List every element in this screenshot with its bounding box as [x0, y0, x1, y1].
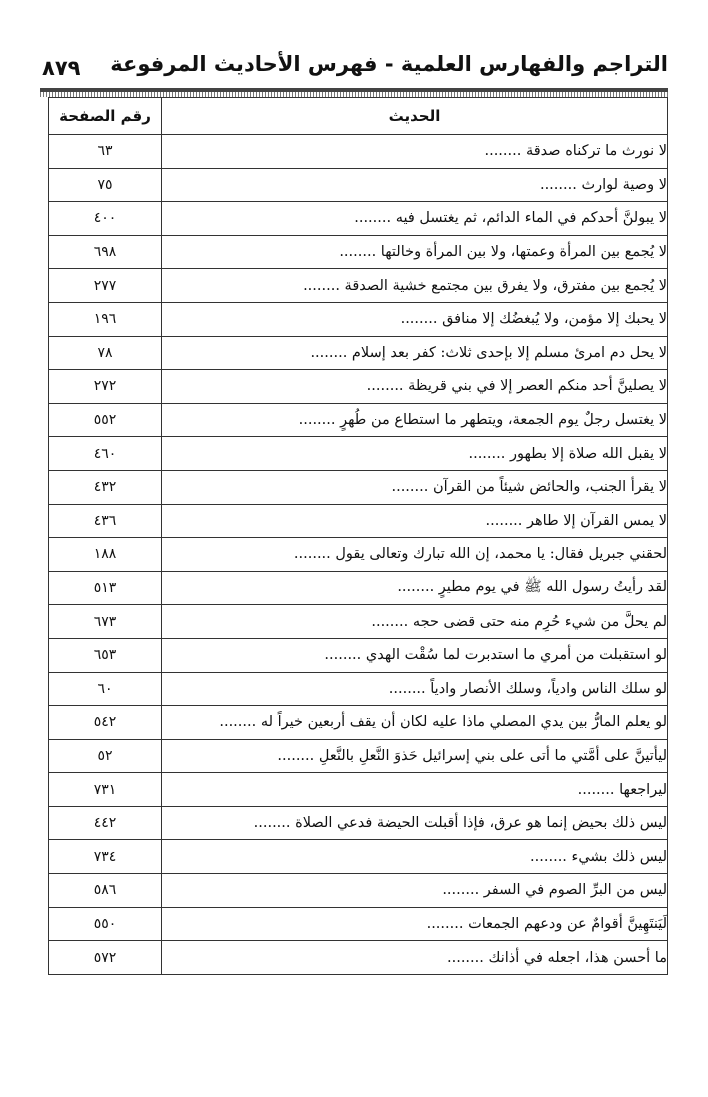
page-number: ٨٧٩ — [42, 56, 81, 80]
page-reference: ٦٠ — [49, 672, 162, 706]
page-reference: ١٩٦ — [49, 302, 162, 336]
table-row — [49, 806, 668, 840]
table-row — [49, 638, 668, 672]
table-row — [49, 470, 668, 504]
table-row — [49, 773, 668, 807]
hadith-text: ليس ذلك بشيء ........ — [162, 840, 668, 874]
table-row — [49, 437, 668, 471]
page-reference: ٧٨ — [49, 336, 162, 370]
hadith-text: لو يعلم المارُّ بين يدي المصلي ماذا عليه لكان أن يقف أربعين خيراً له ........ — [162, 706, 668, 740]
page-reference: ١٨٨ — [49, 538, 162, 572]
page-header — [40, 50, 668, 90]
page-reference: ٦٣ — [49, 135, 162, 169]
hadith-text: ما أحسن هذا، اجعله في أذانك ........ — [162, 941, 668, 975]
table-row — [49, 235, 668, 269]
page-reference: ٤٣٢ — [49, 470, 162, 504]
table-row — [49, 504, 668, 538]
page-reference: ٥٥٢ — [49, 403, 162, 437]
table-row — [49, 907, 668, 941]
table-row — [49, 403, 668, 437]
hadith-text: لم يحلَّ من شيء حُرِم منه حتى قضى حجه ........ — [162, 605, 668, 639]
hadith-text: ليراجعها ........ — [162, 773, 668, 807]
table-row — [49, 202, 668, 236]
page-reference: ٥٧٢ — [49, 941, 162, 975]
hadith-text: لو سلك الناس وادياً، وسلك الأنصار وادياً ........ — [162, 672, 668, 706]
hadith-text: لا يقرأ الجنب، والحائض شيئاً من القرآن ........ — [162, 470, 668, 504]
page-reference: ٥١٣ — [49, 571, 162, 605]
page-reference: ٤٣٦ — [49, 504, 162, 538]
table-row — [49, 672, 668, 706]
table-row — [49, 840, 668, 874]
page-reference: ٤٠٠ — [49, 202, 162, 236]
page-reference: ٢٧٧ — [49, 269, 162, 303]
table-row — [49, 874, 668, 908]
table-row — [49, 370, 668, 404]
table-row — [49, 605, 668, 639]
column-header-hadith: الحديث — [162, 98, 668, 135]
page-reference: ٧٥ — [49, 168, 162, 202]
table-row — [49, 269, 668, 303]
page-reference: ٤٦٠ — [49, 437, 162, 471]
page-reference: ٧٣١ — [49, 773, 162, 807]
page-reference: ٦٥٣ — [49, 638, 162, 672]
hadith-text: لا يحبك إلا مؤمن، ولا يُبغضُك إلا منافق ........ — [162, 302, 668, 336]
page-reference: ٥٤٢ — [49, 706, 162, 740]
hadith-text: لا يُجمع بين مفترق، ولا يفرق بين مجتمع خشية الصدقة ........ — [162, 269, 668, 303]
page-reference: ٥٢ — [49, 739, 162, 773]
hadith-text: لقد رأيتُ رسول الله ﷺ في يوم مطيرٍ ........ — [162, 571, 668, 605]
table-row — [49, 168, 668, 202]
table-row — [49, 538, 668, 572]
hadith-text: لحقني جبريل فقال: يا محمد، إن الله تبارك وتعالى يقول ........ — [162, 538, 668, 572]
table-row — [49, 571, 668, 605]
hadith-text: لا يصلينَّ أحد منكم العصر إلا في بني قريظة ........ — [162, 370, 668, 404]
page-reference: ٢٧٢ — [49, 370, 162, 404]
hadith-text: لا يقبل الله صلاة إلا بطهور ........ — [162, 437, 668, 471]
table-row — [49, 941, 668, 975]
page-reference: ٧٣٤ — [49, 840, 162, 874]
hadith-text: لا يمس القرآن إلا طاهر ........ — [162, 504, 668, 538]
page-reference: ٤٤٢ — [49, 806, 162, 840]
page-reference: ٥٨٦ — [49, 874, 162, 908]
hadith-text: لو استقبلت من أمري ما استدبرت لما سُقْت الهدي ........ — [162, 638, 668, 672]
hadith-text: لا نورث ما تركناه صدقة ........ — [162, 135, 668, 169]
table-row — [49, 706, 668, 740]
page-reference: ٥٥٠ — [49, 907, 162, 941]
page-reference: ٦٩٨ — [49, 235, 162, 269]
hadith-text: ليس ذلك بحيض إنما هو عرق، فإذا أقبلت الحيضة فدعي الصلاة ........ — [162, 806, 668, 840]
table-header-row — [49, 98, 668, 135]
table-row — [49, 336, 668, 370]
column-header-page: رقم الصفحة — [49, 98, 162, 135]
table-row — [49, 739, 668, 773]
hadith-text: ليأتينَّ على أمَّتي ما أتى على بني إسرائيل حَذوَ النَّعلِ بالنَّعلِ ........ — [162, 739, 668, 773]
table-row — [49, 135, 668, 169]
hadith-text: لا يغتسل رجلٌ يوم الجمعة، ويتطهر ما استطاع من طُهرٍ ........ — [162, 403, 668, 437]
hadith-text: ليس من البرِّ الصوم في السفر ........ — [162, 874, 668, 908]
hadith-index-table — [48, 97, 668, 975]
hadith-text: لا وصية لوارث ........ — [162, 168, 668, 202]
hadith-text: لا يُجمع بين المرأة وعمتها، ولا بين المرأة وخالتها ........ — [162, 235, 668, 269]
table-row — [49, 302, 668, 336]
hadith-text: لا يحل دم امرئ مسلم إلا بإحدى ثلاث: كفر بعد إسلام ........ — [162, 336, 668, 370]
running-title: التراجم والفهارس العلمية - فهرس الأحاديث المرفوعة — [110, 52, 668, 76]
page-reference: ٦٧٣ — [49, 605, 162, 639]
hadith-text: لا يبولنَّ أحدكم في الماء الدائم، ثم يغتسل فيه ........ — [162, 202, 668, 236]
hadith-text: لَيَنتَهِينَّ أقوامٌ عن ودعهم الجمعات ........ — [162, 907, 668, 941]
